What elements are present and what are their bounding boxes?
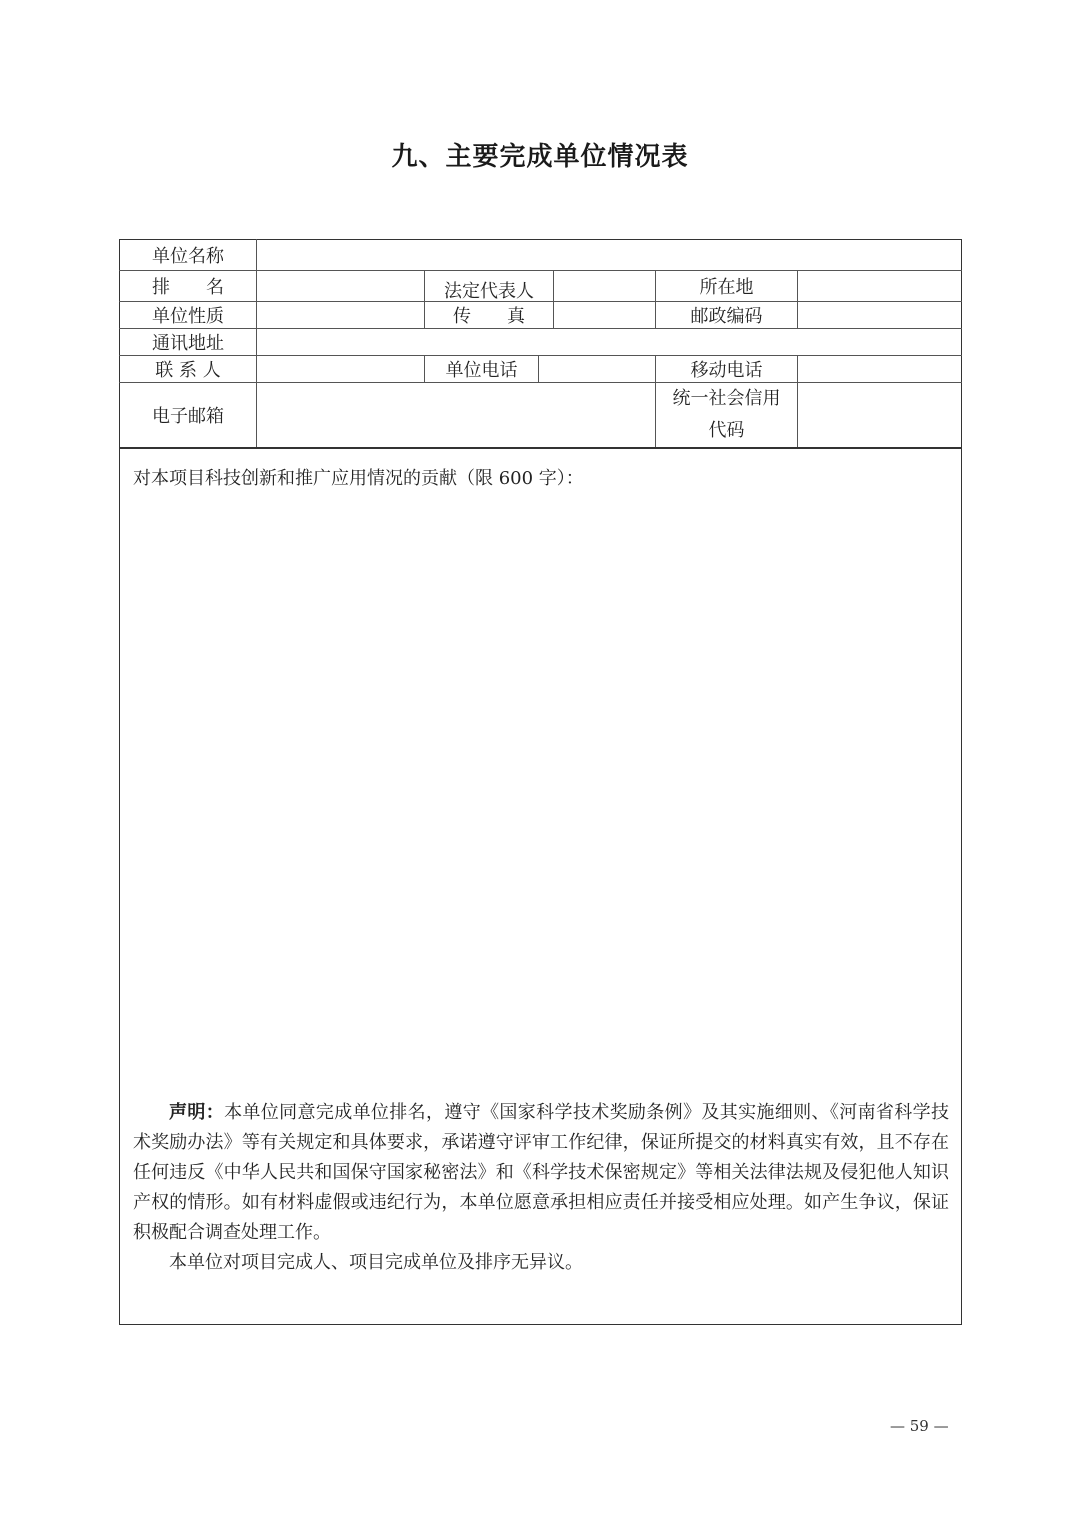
contact-label: 联 系 人 <box>155 360 221 381</box>
postal-code-field[interactable] <box>798 302 961 328</box>
postal-code-label: 邮政编码 <box>690 306 763 327</box>
email-label: 电子邮箱 <box>152 406 224 427</box>
mobile-field[interactable] <box>798 356 961 382</box>
credit-code-field[interactable] <box>798 383 961 447</box>
page-title: 九、主要完成单位情况表 <box>391 142 689 172</box>
unit-name-label: 单位名称 <box>152 246 224 267</box>
unit-phone-field[interactable] <box>539 356 655 382</box>
address-field[interactable] <box>257 329 961 355</box>
unit-nature-field[interactable] <box>257 302 424 328</box>
declaration-block <box>133 1098 949 1278</box>
unit-name-field[interactable] <box>257 240 961 270</box>
fax-label: 传 真 <box>453 306 525 327</box>
row-divider <box>119 447 962 449</box>
email-field[interactable] <box>257 383 655 447</box>
credit-code-label-line2: 代码 <box>708 420 745 441</box>
declaration-text: 本单位同意完成单位排名，遵守《国家科学技术奖励条例》及其实施细则、《河南省科学技术奖励办法》等有关规定和具体要求，承诺遵守评审工作纪律，保证所提交的材料真实有效，且不存在任何违反《中华人民共和国保守国家秘密法》和《科学技术保密规定》等相关法律法规及侵犯他人知识产权的情形。如有材料虚假或违纪行为，本单位愿意承担相应责任并接受相应处理。如产生争议，保证积极配合调查处理工作。 <box>133 1102 950 1243</box>
declaration-no-objection: 本单位对项目完成人、项目完成单位及排序无异议。 <box>169 1252 583 1273</box>
address-label: 通讯地址 <box>152 333 224 354</box>
declaration-paragraph <box>133 1098 949 1248</box>
page-number: — 59 — <box>890 1417 949 1435</box>
location-field[interactable] <box>798 271 961 301</box>
contribution-label: 对本项目科技创新和推广应用情况的贡献（限 600 字）： <box>133 468 584 489</box>
credit-code-label <box>656 383 797 447</box>
contact-field[interactable] <box>257 356 424 382</box>
rank-label: 排 名 <box>152 277 224 298</box>
legal-rep-field[interactable] <box>554 271 655 301</box>
declaration-heading: 声明： <box>169 1102 225 1123</box>
unit-nature-label: 单位性质 <box>152 306 224 327</box>
rank-field[interactable] <box>257 271 424 301</box>
mobile-label: 移动电话 <box>690 360 763 381</box>
legal-rep-label: 法定代表人 <box>444 281 534 302</box>
location-label: 所在地 <box>699 277 754 298</box>
unit-phone-label: 单位电话 <box>445 360 518 381</box>
contribution-text-area[interactable] <box>121 495 960 1090</box>
credit-code-label-line1: 统一社会信用 <box>672 388 781 409</box>
fax-field[interactable] <box>554 302 655 328</box>
